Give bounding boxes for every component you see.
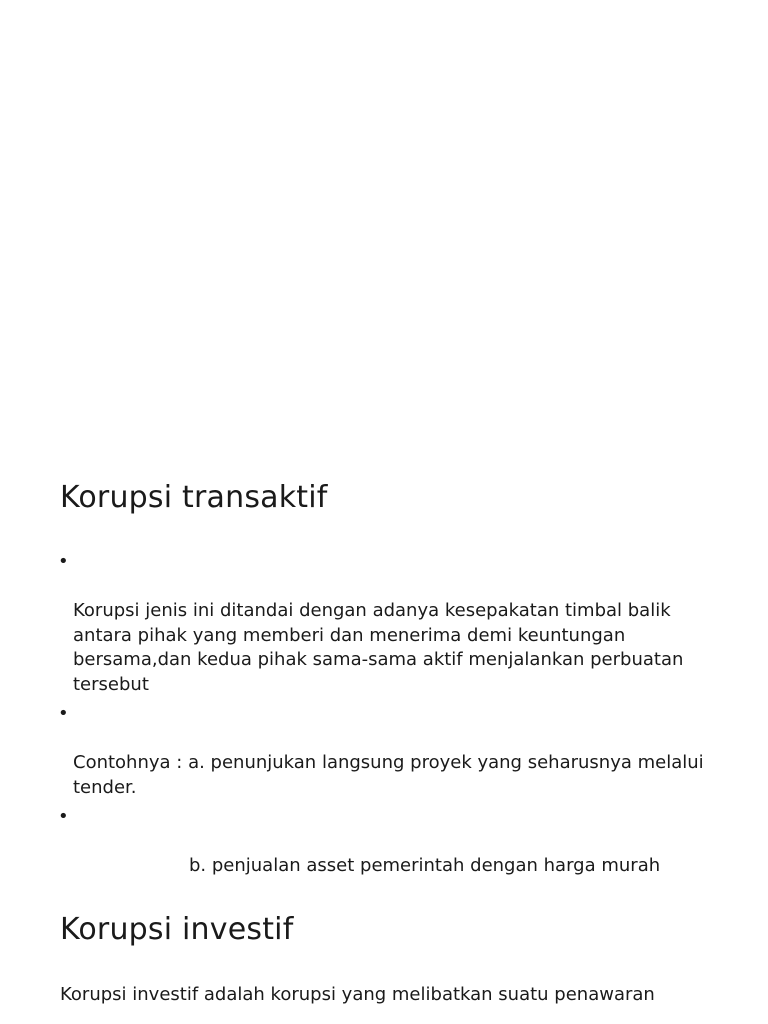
bullet-text: Contohnya : a. penunjukan langsung proyek yang seharusnya melalui tender. — [73, 752, 704, 798]
bullet-marker: • — [58, 551, 69, 572]
bullet-item — [58, 702, 718, 800]
bullet-text: b. penjualan asset pemerintah dengan harga murah — [189, 855, 661, 876]
slide-title: Korupsi investif — [60, 912, 294, 947]
bullet-item — [58, 805, 718, 879]
bullet-list — [58, 550, 718, 884]
slide-korupsi-transaktif — [0, 430, 768, 876]
slide-title: Korupsi transaktif — [60, 480, 328, 515]
bullet-marker: • — [58, 806, 69, 827]
slide-korupsi-investif — [0, 870, 768, 1024]
slide-paragraph: Korupsi investif adalah korupsi yang melibatkan suatu penawaran — [60, 984, 655, 1005]
bullet-item — [58, 550, 718, 697]
blank-slide — [0, 0, 768, 430]
bullet-marker: • — [58, 703, 69, 724]
bullet-text: Korupsi jenis ini ditandai dengan adanya kesepakatan timbal balik antara pihak yang memberi dan menerima demi keuntungan bersama,dan kedua pihak sama-sama aktif menjalankan perbuatan tersebut — [73, 600, 684, 695]
